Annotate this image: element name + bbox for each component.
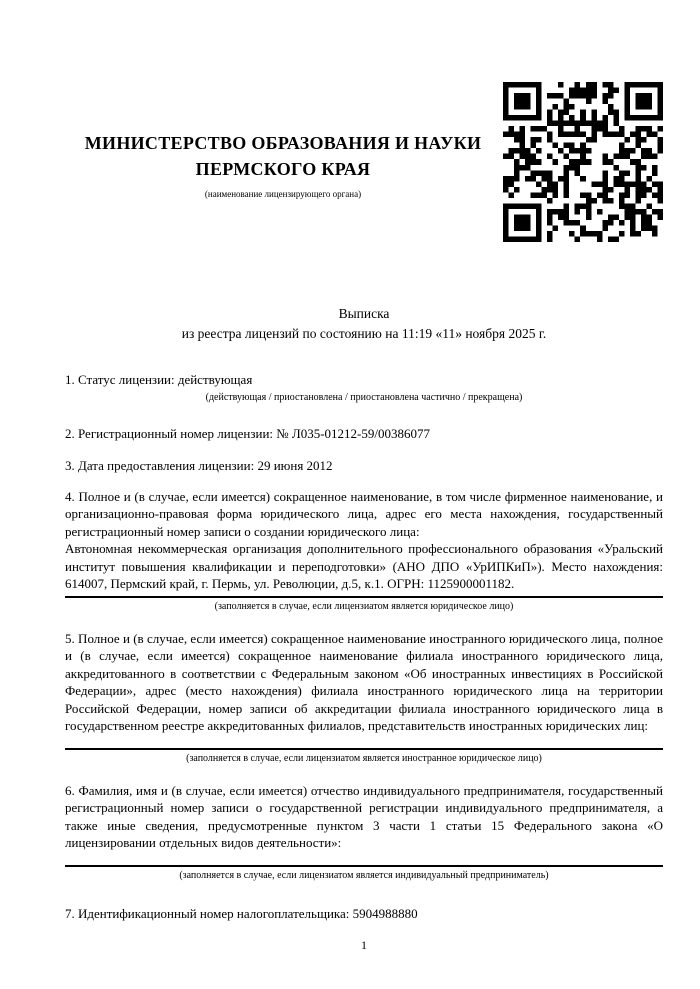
field-foreign-entity-question: 5. Полное и (в случае, если имеется) сокращенное наименование иностранного юридического лица, полное и (в случае, если имеется) сокращенное наименование филиала иностранного юридического лица, аккредитованного в соответствии с Федеральным законом «Об иностранных инвестициях в Российской Федерации», адрес (место нахождения) филиала иностранного юридического лица на территории Российской Федерации, номер записи об аккредитации филиала иностранного юридического лица в государственном реестре аккредитованных филиалов, представительств иностранных юридических лиц: bbox=[65, 630, 663, 733]
field-foreign-entity-caption: (заполняется в случае, если лицензиатом является иностранное юридическое лицо) bbox=[186, 752, 542, 764]
document-title-line2: из реестра лицензий по состоянию на 11:19 «11» ноября 2025 г. bbox=[181, 326, 547, 341]
document-body bbox=[65, 371, 663, 922]
field-taxpayer-id: 7. Идентификационный номер налогоплательщика: 5904988880 bbox=[65, 905, 418, 921]
page-number: 1 bbox=[361, 938, 367, 952]
ministry-name-line1: МИНИСТЕРСТВО ОБРАЗОВАНИЯ И НАУКИ bbox=[84, 133, 482, 153]
qr-code-icon bbox=[503, 82, 663, 242]
ministry-caption: (наименование лицензирующего органа) bbox=[204, 189, 362, 199]
field-legal-entity-answer: Автономная некоммерческая организация дополнительного профессионального образования «Уральский институт повышения квалификации и переподготовки» (АНО ДПО «УрИПКиП»). Место нахождения: 614007, Пермский край, г. Пермь, ул. Революции, д.5, к.1. ОГРН: 1125900001182. bbox=[65, 541, 663, 591]
field-legal-entity-question: 4. Полное и (в случае, если имеется) сокращенное наименование, в том числе фирменное наименование, и организационно-правовая форма юридического лица, адрес его места нахождения, государственный регистрационный номер записи о создании юридического лица: bbox=[65, 488, 663, 539]
field-entrepreneur-caption: (заполняется в случае, если лицензиатом является индивидуальный предприниматель) bbox=[179, 869, 549, 881]
document-header bbox=[65, 0, 663, 242]
document-title bbox=[65, 304, 663, 344]
field-license-status-caption: (действующая / приостановлена / приостановлена частично / прекращена) bbox=[205, 391, 523, 403]
field-registration-number: 2. Регистрационный номер лицензии: № Л035-01212-59/00386077 bbox=[65, 425, 431, 441]
divider-line-foreign-entity bbox=[65, 748, 663, 750]
field-license-date: 3. Дата предоставления лицензии: 29 июня 2012 bbox=[65, 458, 333, 473]
licensing-authority-block bbox=[65, 130, 501, 199]
field-license-status: 1. Статус лицензии: действующая bbox=[65, 372, 253, 387]
divider-line-entrepreneur bbox=[65, 865, 663, 867]
field-legal-entity-caption: (заполняется в случае, если лицензиатом является юридическое лицо) bbox=[214, 600, 514, 612]
field-entrepreneur-question: 6. Фамилия, имя и (в случае, если имеется) отчество индивидуального предпринимателя, государственный регистрационный номер записи о государственной регистрации индивидуального предпринимателя, а также иные сведения, предусмотренные пунктом 3 части 1 статьи 15 Федерального закона «О лицензировании отдельных видов деятельности»: bbox=[65, 782, 663, 850]
divider-line-legal-entity bbox=[65, 596, 663, 598]
ministry-name-line2: ПЕРМСКОГО КРАЯ bbox=[195, 159, 371, 179]
document-title-line1: Выписка bbox=[338, 306, 390, 321]
